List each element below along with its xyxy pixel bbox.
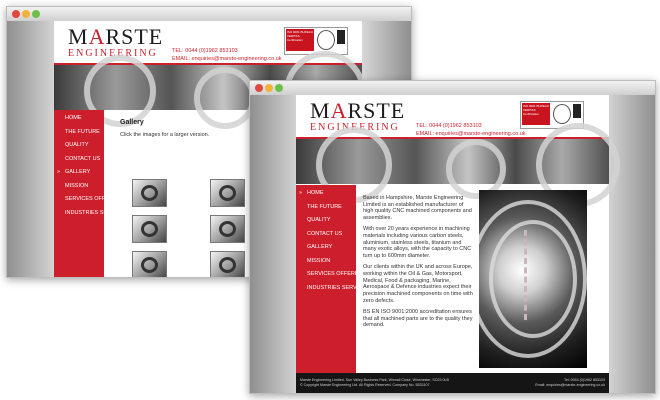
contact-email[interactable]: EMAIL: enquiries@marste-engineering.co.uk — [416, 131, 526, 137]
sidebar-nav — [54, 110, 123, 277]
nav-home[interactable]: HOME — [65, 115, 82, 121]
nav-contact-us[interactable]: CONTACT US — [307, 230, 343, 237]
window-titlebar — [7, 7, 411, 22]
nav-gallery[interactable]: GALLERY — [307, 244, 333, 250]
logo-subtitle: ENGINEERING — [310, 122, 400, 133]
gallery-thumbnail[interactable] — [132, 215, 167, 243]
minimize-window-icon[interactable] — [265, 84, 273, 92]
logo-subtitle: ENGINEERING — [68, 48, 158, 59]
site-footer — [296, 373, 609, 393]
nav-the-future[interactable]: THE FUTURE — [307, 203, 342, 210]
nav-contact-us[interactable]: CONTACT US — [65, 155, 101, 162]
footer-phone: Tel: 0044 (0)1962 853103 — [564, 378, 605, 382]
page-title: Gallery — [120, 119, 144, 126]
bureau-veritas-badge: ISO 9001 BUREAU VERITAS Certification — [522, 103, 550, 125]
footer-email[interactable]: Email: enquiries@marste-engineering.co.uk — [535, 383, 605, 387]
logo-accent-letter: A — [88, 24, 106, 49]
logo-accent-letter: A — [330, 98, 348, 123]
footer-address: Marste Engineering Limited. Sun Valley Business Park, Winnall Close, Winchester, SO23 0LB — [300, 378, 449, 382]
logo-letter: M — [310, 98, 331, 123]
header-banner-image — [296, 139, 609, 184]
intro-paragraph: Based in Hampshire, Marste Engineering Limited is an established manufacturer of high quality CNC machined components and assemblies. — [363, 195, 472, 222]
nav-services-offered[interactable]: SERVICES OFFERED — [307, 271, 363, 277]
accreditation-paragraph: BS EN ISO 9001:2000 accreditation ensures that all machined parts are to the quality they demand. — [363, 309, 473, 329]
window-titlebar — [250, 81, 655, 96]
ukas-icon — [337, 30, 345, 44]
gallery-thumbnail[interactable] — [132, 251, 167, 278]
nav-industries-served[interactable]: INDUSTRIES SERVED — [307, 284, 365, 291]
footer-copyright: © Copyright Marste Engineering Ltd. All Rights Reserved. Company No. 5533107. — [300, 383, 431, 387]
nav-quality[interactable]: QUALITY — [307, 217, 331, 223]
bureau-veritas-badge: ISO 9001 BUREAU VERITAS Certification — [286, 29, 314, 51]
gallery-thumbnail[interactable] — [210, 215, 245, 243]
home-webpage — [296, 95, 609, 393]
experience-paragraph: With over 20 years experience in machining materials including various carbon steels, aluminium, stainless steels, titanium and many exotic alloys, with the capacity to CNC turn up to 600mm diameter. — [363, 226, 472, 260]
gallery-thumbnail[interactable] — [210, 179, 245, 207]
contact-phone: TEL: 0044 (0)1962 853103 — [416, 123, 482, 129]
iso-seal-icon — [317, 30, 335, 50]
logo-letter: M — [68, 24, 89, 49]
iso-seal-icon — [553, 104, 571, 124]
minimize-window-icon[interactable] — [22, 10, 30, 18]
nav-home[interactable]: » HOME — [296, 187, 356, 201]
nav-mission[interactable]: MISSION — [65, 182, 89, 189]
logo-letters: RSTE — [347, 98, 406, 123]
close-window-icon[interactable] — [255, 84, 263, 92]
nav-quality[interactable]: QUALITY — [65, 142, 89, 148]
nav-industries-served[interactable]: INDUSTRIES SERVED — [65, 209, 123, 216]
maximize-window-icon[interactable] — [32, 10, 40, 18]
gallery-thumbnail[interactable] — [132, 179, 167, 207]
contact-info — [172, 47, 282, 63]
logo-letters: RSTE — [105, 24, 164, 49]
clients-paragraph: Our clients within the UK and across Europe, working within the Oil & Gas, Motorsport, Medical, Food & packaging, Marine, Aerospace & Defence industries expect their precision machined components on time with zero defects. — [363, 264, 473, 304]
contact-phone: TEL: 0044 (0)1962 853103 — [172, 48, 238, 54]
site-logo[interactable] — [68, 26, 163, 59]
browser-window-home — [249, 80, 656, 394]
gallery-thumbnail[interactable] — [210, 251, 245, 278]
machined-part-photo — [479, 190, 587, 368]
contact-email[interactable]: EMAIL: enquiries@marste-engineering.co.uk — [172, 56, 282, 62]
close-window-icon[interactable] — [12, 10, 20, 18]
maximize-window-icon[interactable] — [275, 84, 283, 92]
intro-article — [363, 195, 473, 334]
nav-mission[interactable]: MISSION — [307, 257, 331, 264]
sidebar-nav — [296, 185, 365, 373]
ukas-icon — [573, 104, 581, 118]
nav-gallery[interactable]: » GALLERY — [54, 166, 104, 180]
nav-services-offered[interactable]: SERVICES OFFERED — [65, 196, 121, 202]
nav-the-future[interactable]: THE FUTURE — [65, 128, 100, 135]
gallery-hint: Click the images for a larger version. — [120, 132, 210, 138]
contact-info — [416, 122, 526, 138]
